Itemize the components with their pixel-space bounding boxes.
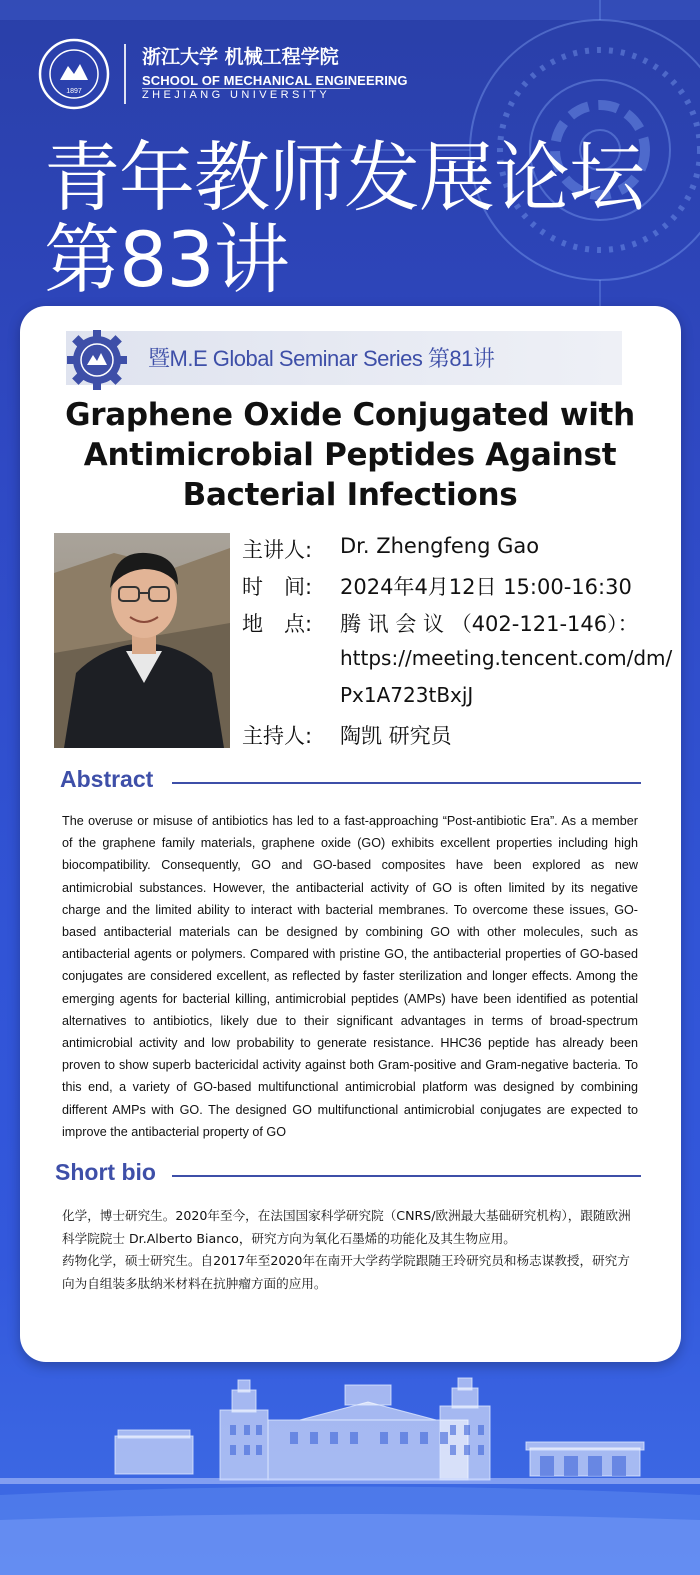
series-title: 暨M.E Global Seminar Series 第81讲 — [148, 346, 495, 371]
school-name-cn: 浙江大学 机械工程学院 — [142, 46, 339, 68]
place-label: 地 点: — [242, 612, 313, 636]
lecture-number: 第83讲 — [44, 215, 289, 304]
university-name-en: ZHEJIANG UNIVERSITY — [142, 89, 331, 101]
talk-title: Graphene Oxide Conjugated with Antimicrobial Peptides Against Bacterial Infections — [65, 397, 635, 513]
time-label: 时 间: — [242, 575, 313, 599]
speaker-label: 主讲人: — [242, 538, 313, 562]
university-seal-icon — [38, 38, 110, 110]
abstract-rule — [172, 782, 641, 784]
host-label: 主持人: — [242, 724, 313, 748]
campus-buildings-illustration — [0, 1370, 700, 1575]
speaker-name: Dr. Zhengfeng Gao — [340, 534, 540, 558]
abstract-text: The overuse or misuse of antibiotics has led to a fast-approaching “Post-antibiotic Era”. As a member of the graphene family materials, graphene oxide (GO) exhibits excellent properties including high biocompatibility. Consequently, GO and GO-based composites have been explored as new antimicrobial substances. However, the antibacterial activity of GO is often limited by its negative charge and the limited ability to interact with bacterial membranes. To overcome these issues, GO-based antibacterial materials can be designed by combining GO with other molecules, such as antibacterial agents or polymers. Compared with pristine GO, the antibacterial properties of GO-based conjugates are considered excellent, as reflected by faster sterilization and longer effects. Among the emerging agents for bacterial killing, antimicrobial peptides (AMPs) have been identified as potential alternatives to antibiotics, likely due to their significant advantages in terms of broad-spectrum antimicrobial activity and low probability to generate resistance. HHC36 peptide has already been proven to show superb bactericidal activity against both Gram-positive and Gram-negative bacteria. To this end, a variety of GO-based multifunctional antimicrobial platform was designed by combining different AMPs with GO. The designed GO multifunctional antimicrobial conjugates are expected to improve the antibacterial property of GO — [62, 814, 638, 1139]
bio-rule — [172, 1175, 641, 1177]
time-value: 2024年4月12日 15:00-16:30 — [340, 575, 632, 599]
bio-paragraph-2: 药物化学，硕士研究生。自2017年至2020年在南开大学药学院跟随王玲研究员和杨志谋教授，研究方向为自组装多肽纳米材料在抗肿瘤方面的应用。 — [62, 1253, 630, 1291]
forum-title: 青年教师发展论坛 — [44, 133, 644, 222]
abstract-heading: Abstract — [60, 766, 154, 792]
header-divider — [124, 44, 126, 104]
host-name: 陶凯 研究员 — [340, 724, 452, 748]
meeting-link-cont[interactable]: Px1A723tBxjJ — [340, 683, 474, 707]
place-meeting: 腾 讯 会 议 （402-121-146）： — [340, 612, 639, 636]
speaker-photo — [54, 533, 230, 748]
svg-text:1897: 1897 — [66, 88, 82, 95]
meeting-link[interactable]: https://meeting.tencent.com/dm/ — [340, 646, 673, 670]
school-name-en: SCHOOL OF MECHANICAL ENGINEERING — [142, 73, 408, 88]
bio-paragraph-1: 化学，博士研究生。2020年至今，在法国国家科学研究院（CNRS/欧洲最大基础研究机构），跟随欧洲科学院院士 Dr.Alberto Bianco，研究方向为氧化石墨烯的功能化及其生物应用。 — [62, 1208, 631, 1246]
bio-heading: Short bio — [55, 1159, 156, 1185]
bio-text — [62, 1205, 642, 1295]
gear-logo-icon — [66, 329, 128, 391]
